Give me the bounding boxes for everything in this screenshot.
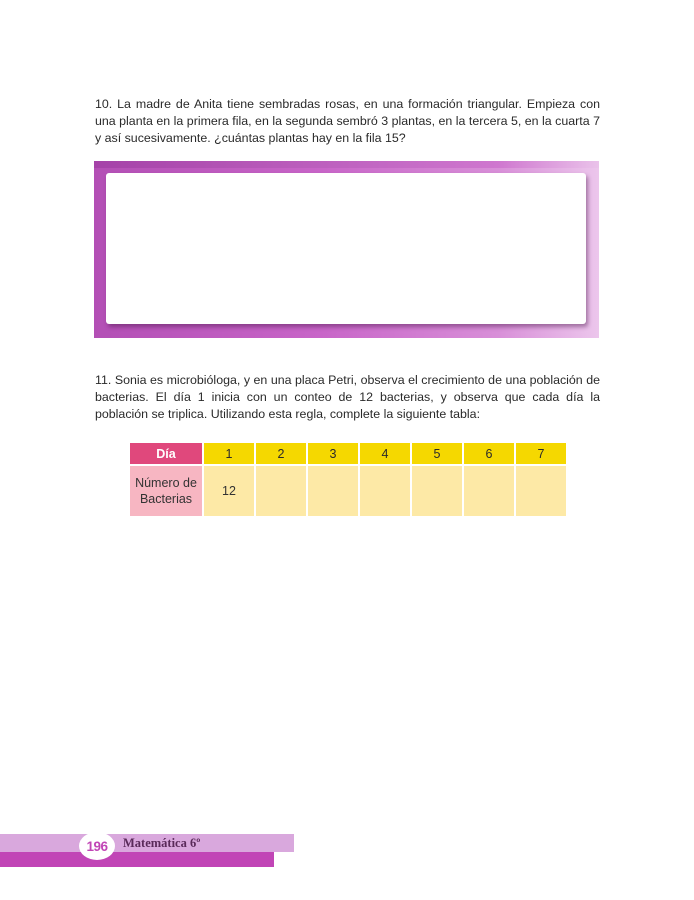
header-day-6: 6: [464, 443, 514, 464]
header-day-label: Día: [130, 443, 202, 464]
cell-day-7[interactable]: [516, 466, 566, 516]
header-day-2: 2: [256, 443, 306, 464]
cell-day-6[interactable]: [464, 466, 514, 516]
header-day-7: 7: [516, 443, 566, 464]
cell-day-5[interactable]: [412, 466, 462, 516]
table-header-row: [130, 443, 566, 464]
answer-frame-problem-10: [94, 161, 599, 338]
row-label-bacteria-count: [130, 466, 202, 516]
problem-10-text: 10. La madre de Anita tiene sembradas rosas, en una formación triangular. Empieza con una planta en la primera fila, en la segunda sembró 3 plantas, en la tercera 5, en la cuarta 7 y así sucesivamente. ¿cuántas plantas hay en la fila 15?: [95, 97, 600, 145]
row-label-line-1: Número de: [135, 476, 197, 490]
page-number: 196: [79, 832, 115, 860]
answer-box-problem-10[interactable]: [106, 173, 586, 324]
problem-11-text: 11. Sonia es microbióloga, y en una placa Petri, observa el crecimiento de una población de bacterias. El día 1 inicia con un conteo de 12 bacterias, y observa que cada día la población se triplica. Utilizando esta regla, complete la siguiente tabla:: [95, 373, 600, 421]
cell-day-1[interactable]: 12: [204, 466, 254, 516]
cell-day-2[interactable]: [256, 466, 306, 516]
book-title: Matemática 6º: [123, 836, 201, 850]
cell-day-3[interactable]: [308, 466, 358, 516]
header-day-3: 3: [308, 443, 358, 464]
footer-band-dark: [0, 852, 274, 867]
table-data-row: [130, 466, 566, 516]
header-day-5: 5: [412, 443, 462, 464]
bacteria-growth-table: [128, 443, 568, 516]
header-day-1: 1: [204, 443, 254, 464]
header-day-4: 4: [360, 443, 410, 464]
cell-day-4[interactable]: [360, 466, 410, 516]
row-label-line-2: Bacterias: [139, 492, 193, 506]
